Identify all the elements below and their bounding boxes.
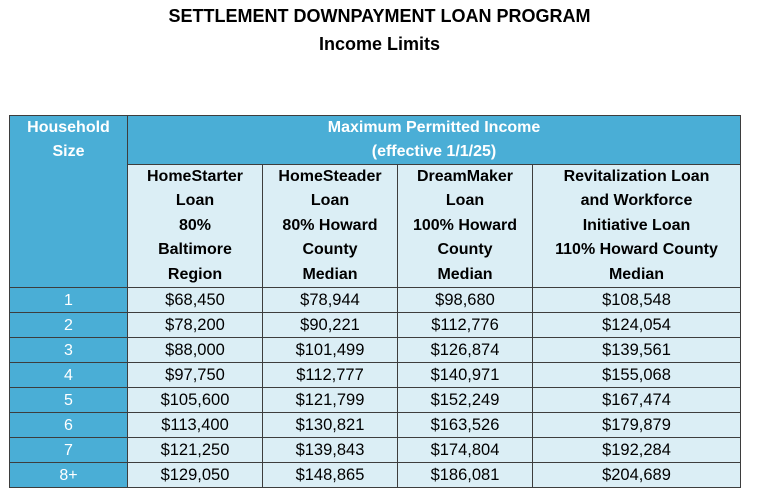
household-size-cell: 4: [10, 363, 128, 388]
income-cell: $163,526: [398, 413, 533, 438]
income-cell: $113,400: [128, 413, 263, 438]
household-size-cell: 1: [10, 288, 128, 313]
income-cell: $139,843: [263, 438, 398, 463]
income-cell: $155,068: [533, 363, 741, 388]
header-line: Median: [608, 265, 665, 283]
income-cell: $129,050: [128, 463, 263, 488]
household-size-cell: 2: [10, 313, 128, 338]
household-size-cell: 6: [10, 413, 128, 438]
household-size-cell: 3: [10, 338, 128, 363]
income-cell: $152,249: [398, 388, 533, 413]
column-header-homestarter: [128, 165, 263, 288]
header-line: Size: [52, 143, 85, 160]
income-limits-table: [9, 115, 741, 488]
table-row: [10, 388, 741, 413]
header-line: DreamMaker: [416, 168, 514, 185]
header-line: Region: [167, 265, 223, 283]
income-cell: $88,000: [128, 338, 263, 363]
column-header-homesteader: [263, 165, 398, 288]
header-line: Loan: [445, 192, 485, 210]
column-header-dreammaker: [398, 165, 533, 288]
header-line: Maximum Permitted Income: [327, 119, 541, 136]
income-cell: $78,200: [128, 313, 263, 338]
income-cell: $98,680: [398, 288, 533, 313]
header-line: HomeSteader: [278, 168, 382, 185]
household-size-cell: 5: [10, 388, 128, 413]
header-line: Median: [302, 265, 358, 283]
household-size-cell: 7: [10, 438, 128, 463]
income-cell: $174,804: [398, 438, 533, 463]
table-row: [10, 288, 741, 313]
income-cell: $101,499: [263, 338, 398, 363]
header-line: County: [437, 241, 493, 259]
header-line: Baltimore: [158, 241, 232, 259]
header-line: (effective 1/1/25): [371, 143, 497, 160]
income-cell: $121,799: [263, 388, 398, 413]
header-line: 80% Howard: [282, 216, 378, 234]
income-cell: $97,750: [128, 363, 263, 388]
header-line: and Workforce: [580, 192, 693, 210]
income-cell: $204,689: [533, 463, 741, 488]
table-row: [10, 313, 741, 338]
table-row: [10, 413, 741, 438]
income-cell: $186,081: [398, 463, 533, 488]
income-cell: $90,221: [263, 313, 398, 338]
income-cell: $148,865: [263, 463, 398, 488]
household-size-cell: 8+: [10, 463, 128, 488]
income-cell: $192,284: [533, 438, 741, 463]
income-cell: $167,474: [533, 388, 741, 413]
income-cell: $130,821: [263, 413, 398, 438]
header-line: 80%: [178, 216, 212, 234]
income-cell: $105,600: [128, 388, 263, 413]
table-row: [10, 363, 741, 388]
income-cell: $112,776: [398, 313, 533, 338]
header-line: Initiative Loan: [582, 216, 691, 234]
income-cell: $139,561: [533, 338, 741, 363]
header-line: HomeStarter: [146, 168, 244, 185]
income-cell: $68,450: [128, 288, 263, 313]
header-line: Loan: [310, 192, 350, 210]
table-header-row: [10, 116, 741, 165]
income-cell: $112,777: [263, 363, 398, 388]
table-row: [10, 438, 741, 463]
table-row: [10, 338, 741, 363]
income-cell: $124,054: [533, 313, 741, 338]
header-line: 100% Howard: [412, 216, 518, 234]
income-cell: $179,879: [533, 413, 741, 438]
table-row: [10, 463, 741, 488]
income-cell: $121,250: [128, 438, 263, 463]
document-subtitle: Income Limits: [318, 34, 441, 54]
document-title: SETTLEMENT DOWNPAYMENT LOAN PROGRAM: [168, 6, 591, 26]
header-line: Household: [27, 119, 110, 136]
header-line: Loan: [175, 192, 215, 210]
income-cell: $140,971: [398, 363, 533, 388]
header-line: 110% Howard County: [555, 241, 718, 259]
header-line: County: [302, 241, 358, 259]
header-line: Median: [437, 265, 493, 283]
column-header-revitalization: [533, 165, 741, 288]
income-cell: $108,548: [533, 288, 741, 313]
header-line: Revitalization Loan: [563, 168, 710, 185]
max-income-header: [128, 116, 741, 165]
household-size-header: [10, 116, 128, 288]
income-cell: $126,874: [398, 338, 533, 363]
income-cell: $78,944: [263, 288, 398, 313]
